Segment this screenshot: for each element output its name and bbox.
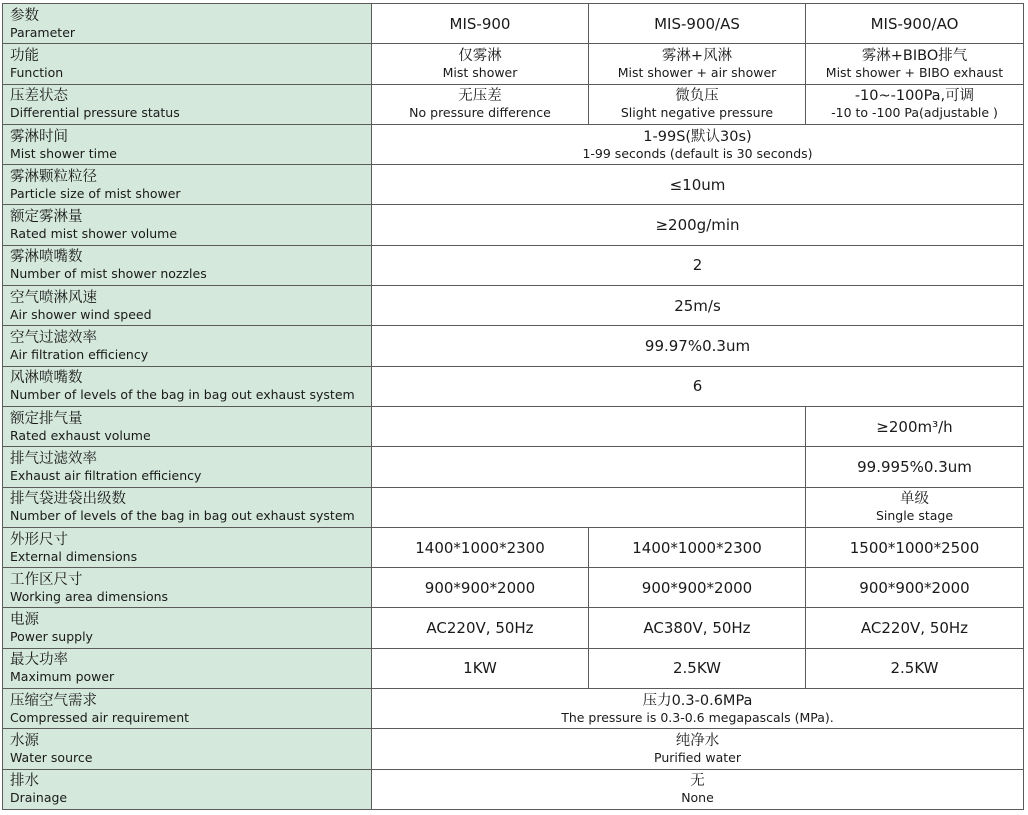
table-row	[3, 366, 1024, 406]
table-row	[3, 205, 1024, 245]
empty-cell	[372, 447, 806, 487]
model-header: MIS-900	[372, 4, 589, 44]
param-label: 空气过滤效率 Air filtration efficiency	[3, 326, 372, 366]
empty-cell	[372, 406, 806, 446]
table-row	[3, 165, 1024, 205]
value-cell-merged: 6	[372, 366, 1024, 406]
value-cell-merged: 1-99S(默认30s) 1-99 seconds (default is 30 seconds)	[372, 124, 1024, 164]
param-label: 电源 Power supply	[3, 608, 372, 648]
table-row	[3, 729, 1024, 769]
model-header: MIS-900/AS	[589, 4, 806, 44]
parameter-header: 参数 Parameter	[3, 4, 372, 44]
table-header-row	[3, 4, 1024, 44]
value-cell-merged: 99.97%0.3um	[372, 326, 1024, 366]
param-label: 空气喷淋风速 Air shower wind speed	[3, 286, 372, 326]
value-cell-merged: 2	[372, 245, 1024, 285]
value-cell-merged: ≤10um	[372, 165, 1024, 205]
value-cell-merged: ≥200g/min	[372, 205, 1024, 245]
table-row	[3, 527, 1024, 567]
param-label: 风淋喷嘴数 Number of levels of the bag in bag out exhaust system	[3, 366, 372, 406]
param-label: 排气过滤效率 Exhaust air filtration efficiency	[3, 447, 372, 487]
value-cell: 900*900*2000	[589, 568, 806, 608]
value-cell: AC220V, 50Hz	[372, 608, 589, 648]
value-cell: 1500*1000*2500	[806, 527, 1024, 567]
param-label: 工作区尺寸 Working area dimensions	[3, 568, 372, 608]
table-row	[3, 568, 1024, 608]
value-cell: 雾淋+风淋 Mist shower + air shower	[589, 44, 806, 84]
table-row	[3, 689, 1024, 729]
table-row	[3, 84, 1024, 124]
value-cell: 1400*1000*2300	[589, 527, 806, 567]
value-cell: 无压差 No pressure difference	[372, 84, 589, 124]
table-row	[3, 608, 1024, 648]
value-cell-merged: 25m/s	[372, 286, 1024, 326]
value-cell: 99.995%0.3um	[806, 447, 1024, 487]
param-label: 压缩空气需求 Compressed air requirement	[3, 689, 372, 729]
param-label: 外形尺寸 External dimensions	[3, 527, 372, 567]
param-label: 雾淋颗粒粒径 Particle size of mist shower	[3, 165, 372, 205]
param-label: 水源 Water source	[3, 729, 372, 769]
table-row	[3, 406, 1024, 446]
param-label: 功能 Function	[3, 44, 372, 84]
table-row	[3, 124, 1024, 164]
model-header: MIS-900/AO	[806, 4, 1024, 44]
table-row	[3, 487, 1024, 527]
empty-cell	[372, 487, 806, 527]
value-cell: AC380V, 50Hz	[589, 608, 806, 648]
table-row	[3, 769, 1024, 809]
value-cell-merged: 压力0.3-0.6MPa The pressure is 0.3-0.6 megapascals (MPa).	[372, 689, 1024, 729]
table-row	[3, 245, 1024, 285]
value-cell: ≥200m³/h	[806, 406, 1024, 446]
param-label: 排气袋进袋出级数 Number of levels of the bag in bag out exhaust system	[3, 487, 372, 527]
value-cell: 2.5KW	[806, 648, 1024, 688]
table-row	[3, 648, 1024, 688]
value-cell: 2.5KW	[589, 648, 806, 688]
value-cell: 仅雾淋 Mist shower	[372, 44, 589, 84]
value-cell: -10~-100Pa,可调 -10 to -100 Pa(adjustable )	[806, 84, 1024, 124]
param-label: 额定排气量 Rated exhaust volume	[3, 406, 372, 446]
param-label: 最大功率 Maximum power	[3, 648, 372, 688]
param-label: 雾淋时间 Mist shower time	[3, 124, 372, 164]
table-row	[3, 44, 1024, 84]
param-label: 压差状态 Differential pressure status	[3, 84, 372, 124]
param-label: 排水 Drainage	[3, 769, 372, 809]
value-cell: 雾淋+BIBO排气 Mist shower + BIBO exhaust	[806, 44, 1024, 84]
spec-table	[2, 3, 1024, 810]
table-row	[3, 326, 1024, 366]
param-label: 雾淋喷嘴数 Number of mist shower nozzles	[3, 245, 372, 285]
value-cell: 1KW	[372, 648, 589, 688]
value-cell-merged: 纯净水 Purified water	[372, 729, 1024, 769]
table-row	[3, 447, 1024, 487]
value-cell: 微负压 Slight negative pressure	[589, 84, 806, 124]
table-row	[3, 286, 1024, 326]
param-label: 额定雾淋量 Rated mist shower volume	[3, 205, 372, 245]
value-cell: 900*900*2000	[806, 568, 1024, 608]
value-cell: 单级 Single stage	[806, 487, 1024, 527]
value-cell: 900*900*2000	[372, 568, 589, 608]
value-cell: AC220V, 50Hz	[806, 608, 1024, 648]
value-cell-merged: 无 None	[372, 769, 1024, 809]
value-cell: 1400*1000*2300	[372, 527, 589, 567]
